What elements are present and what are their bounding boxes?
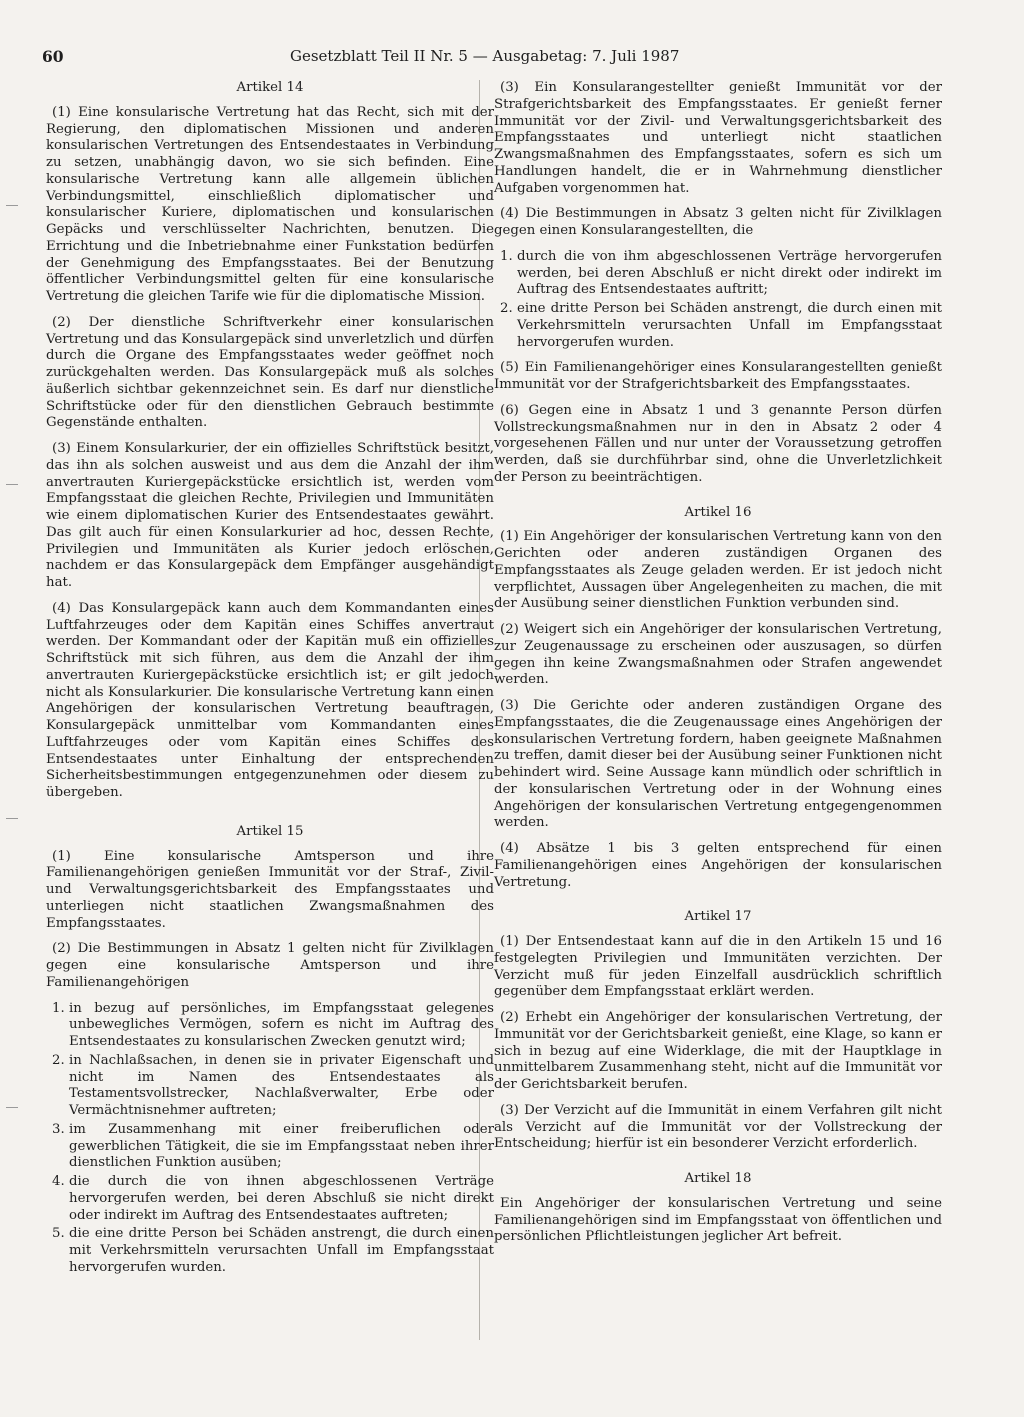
article-17-title: Artikel 17 — [684, 909, 752, 925]
art14-para-1: (1) Eine konsularische Vertretung hat das Recht, sich mit der Regierung, den diplomatischen Missionen und anderen konsularischen Vertretungen des Entsendestaates in Verbindung zu setzen, unabhängig davon, wo sie sich befinden. Eine konsularische Vertretung kann alle allgemein üblichen Verbindungsmittel, einschließlich diplomatischer und konsularischer Kuriere, diplomatischen und konsularischen Gepäcks und verschlüsselter Nachrichten, benutzen. Die Errichtung und die Inbetriebnahme einer Funkstation bedürfen der Genehmigung des Empfangsstaates. Bei der Benutzung öffentlicher Verbindungsmittel gelten für eine konsularische Vertretung die gleichen Tarife wie für die diplomatische Mission. — [46, 104, 494, 304]
list-item: 3. im Zusammenhang mit einer freiberuflichen oder gewerblichen Tätigkeit, die sie im Empfangsstaat neben ihrer dienstlichen Funktion ausüben; — [52, 1121, 494, 1171]
art15-para-1: (1) Eine konsularische Amtsperson und ihre Familienangehörigen genießen Immunität vor der Straf-, Zivil- und Verwaltungsgerichtsbarkeit des Empfangsstaates und unterliegen nicht staatlichen Zwangsmaßnahmen des Empfangsstaates. — [46, 848, 494, 931]
art14-para-4: (4) Das Konsulargepäck kann auch dem Kommandanten eines Luftfahrzeuges oder dem Kapitän eines Schiffes anvertraut werden. Der Kommandant oder der Kapitän muß ein offizielles Schriftstück mit sich führen, aus dem die Anzahl der ihm anvertrauten Kuriergepäckstücke ersichtlich ist; er gilt jedoch nicht als Konsularkurier. Die konsularische Vertretung kann einen Angehörigen der konsularischen Vertretung beauftragen, Konsulargepäck unmittelbar vom Kommandanten eines Luftfahrzeuges oder vom Kapitän eines Schiffes des Entsendestaates unter Einhaltung der entsprechenden Sicherheitsbestimmungen entgegenzunehmen oder diesem zu übergeben. — [46, 600, 494, 800]
art18-para-1: Ein Angehöriger der konsularischen Vertretung und seine Familienangehörigen sind im Empfangsstaat von öffentlichen und persönlichen Pflichtleistungen jeglicher Art befreit. — [494, 1195, 942, 1245]
list-item: 4. die durch die von ihnen abgeschlossenen Verträge hervorgerufen werden, bei deren Abschluß sie nicht direkt oder indirekt im Auftrag des Entsendestaates auftreten; — [52, 1174, 494, 1223]
art16-para-3: (3) Die Gerichte oder anderen zuständigen Organe des Empfangsstaates, die die Zeugenaussage eines Angehörigen der konsularischen Vertretung fordern, haben geeignete Maßnahmen zu treffen, damit dieser bei der Ausübung seiner Funktionen nicht behindert wird. Seine Aussage kann mündlich oder schriftlich in der konsularischen Vertretung oder in der Wohnung eines Angehörigen der konsularischen Vertretung entgegengenommen werden. — [494, 698, 942, 831]
article-14-title: Artikel 14 — [236, 80, 304, 95]
art15-para-2-list — [46, 1001, 494, 1277]
art15-para-5: (5) Ein Familienangehöriger eines Konsularangestellten genießt Immunität vor der Strafgerichtsbarkeit des Empfangsstaates. — [494, 360, 942, 392]
publication-title: Gesetzblatt Teil II Nr. 5 — Ausgabetag: 7. Juli 1987 — [290, 47, 680, 65]
list-item: 2. eine dritte Person bei Schäden anstrengt, die durch einen mit Verkehrsmitteln verursachten Unfall im Empfangsstaat hervorgerufen wurden. — [500, 301, 942, 350]
article-16-title: Artikel 16 — [684, 504, 752, 520]
left-column — [46, 80, 494, 1286]
art16-para-4: (4) Absätze 1 bis 3 gelten entsprechend für einen Familienangehörigen eines Angehörigen der konsularischen Vertretung. — [494, 841, 942, 890]
art16-para-1: (1) Ein Angehöriger der konsularischen Vertretung kann von den Gerichten oder anderen zuständigen Organen des Empfangsstaates als Zeuge geladen werden. Er ist jedoch nicht verpflichtet, Aussagen über Angelegenheiten zu machen, die mit der Ausübung seiner dienstlichen Funktion verbunden sind. — [494, 529, 942, 612]
article-18-title: Artikel 18 — [684, 1171, 752, 1186]
art17-para-2: (2) Erhebt ein Angehöriger der konsularischen Vertretung, der Immunität vor der Gerichtsbarkeit genießt, eine Klage, so kann er sich in bezug auf eine Widerklage, die mit der Hauptklage in unmittelbarem Zusammenhang steht, nicht auf die Immunität vor der Gerichtsbarkeit berufen. — [494, 1010, 942, 1092]
art14-para-3: (3) Einem Konsularkurier, der ein offizielles Schriftstück besitzt, das ihn als solchen ausweist und aus dem die Anzahl der ihm anvertrauten Kuriergepäckstücke ersichtlich ist, werden vom Empfangsstaat die gleichen Rechte, Privilegien und Immunitäten wie einem diplomatischen Kurier des Entsendestaates gewährt. Das gilt auch für einen Konsularkurier ad hoc, dessen Rechte, Privilegien und Immunitäten als Kurier jedoch erlöschen, nachdem er das Konsulargepäck dem Empfänger ausgehändigt hat. — [46, 441, 494, 590]
margin-mark — [6, 205, 18, 206]
right-column — [494, 80, 942, 1255]
art15-para-4: (4) Die Bestimmungen in Absatz 3 gelten nicht für Zivilklagen gegen einen Konsularangestellten, die — [494, 206, 942, 238]
art16-para-2: (2) Weigert sich ein Angehöriger der konsularischen Vertretung, zur Zeugenaussage zu erscheinen oder auszusagen, so dürfen gegen ihn keine Zwangsmaßnahmen oder Strafen angewendet werden. — [494, 622, 942, 688]
art14-para-2: (2) Der dienstliche Schriftverkehr einer konsularischen Vertretung und das Konsulargepäck sind unverletzlich und dürfen durch die Organe des Empfangsstaates weder geöffnet noch zurückgehalten werden. Das Konsulargepäck muß als solches äußerlich sichtbar gekennzeichnet sein. Es darf nur dienstliche Schriftstücke oder für den dienstlichen Gebrauch bestimmte Gegenstände enthalten. — [46, 314, 494, 431]
list-item: 1. in bezug auf persönliches, im Empfangsstaat gelegenes unbewegliches Vermögen, sofern es nicht im Auftrag des Entsendestaates zu konsularischen Zwecken genutzt wird; — [52, 1000, 494, 1049]
art15-para-6: (6) Gegen eine in Absatz 1 und 3 genannte Person dürfen Vollstreckungsmaßnahmen nur in den in Absatz 2 oder 4 vorgesehenen Fällen und nur unter der Voraussetzung getroffen werden, daß sie durchführbar sind, ohne die Unverletzlichkeit der Person zu beeinträchtigen. — [494, 402, 942, 485]
list-item: 2. in Nachlaßsachen, in denen sie in privater Eigenschaft und nicht im Namen des Entsendestaates als Testamentsvollstrecker, Nachlaßverwalter, Erbe oder Vermächtnisnehmer auftreten; — [52, 1052, 494, 1118]
article-15-title: Artikel 15 — [236, 823, 304, 839]
page-number: 60 — [42, 47, 64, 66]
list-item: 5. die eine dritte Person bei Schäden anstrengt, die durch einen mit Verkehrsmitteln verursachten Unfall im Empfangsstaat hervorgerufen wurden. — [52, 1226, 494, 1275]
list-item: 1. durch die von ihm abgeschlossenen Verträge hervorgerufen werden, bei deren Abschluß er nicht direkt oder indirekt im Auftrag des Entsendestaates auftritt; — [500, 248, 942, 298]
art15-para-3: (3) Ein Konsularangestellter genießt Immunität vor der Strafgerichtsbarkeit des Empfangsstaates. Er genießt ferner Immunität vor der Zivil- und Verwaltungsgerichtsbarkeit des Empfangsstaates und unterliegt nicht staatlichen Zwangsmaßnahmen des Empfangsstaates, sofern es sich um Handlungen handelt, die er in Wahrnehmung dienstlicher Aufgaben vorgenommen hat. — [494, 80, 942, 196]
margin-mark — [6, 818, 18, 819]
art15-para-2: (2) Die Bestimmungen in Absatz 1 gelten nicht für Zivilklagen gegen eine konsularische Amtsperson und ihre Familienangehörigen — [46, 941, 494, 990]
art15-para-4-list — [494, 249, 942, 352]
margin-mark — [6, 484, 18, 485]
art17-para-1: (1) Der Entsendestaat kann auf die in den Artikeln 15 und 16 festgelegten Privilegien und Immunitäten verzichten. Der Verzicht muß für jeden Einzelfall ausdrücklich schriftlich gegenüber dem Empfangsstaat erklärt werden. — [494, 934, 942, 1000]
page-header — [42, 47, 942, 71]
margin-mark — [6, 1107, 18, 1108]
art17-para-3: (3) Der Verzicht auf die Immunität in einem Verfahren gilt nicht als Verzicht auf die Immunität vor der Vollstreckung der Entscheidung; hierfür ist ein besonderer Verzicht erforderlich. — [494, 1102, 942, 1152]
